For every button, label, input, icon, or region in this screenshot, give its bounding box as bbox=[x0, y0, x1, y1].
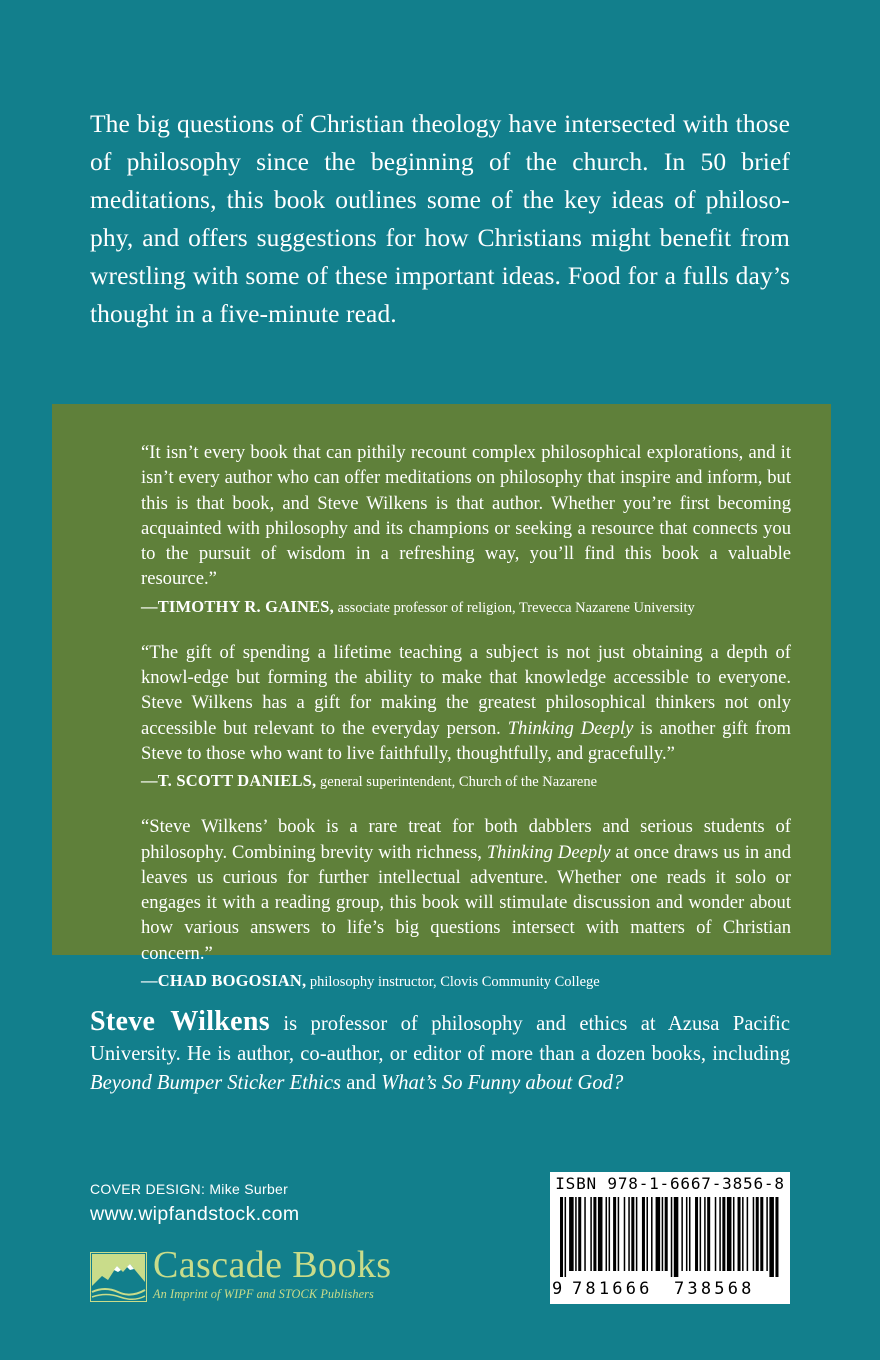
endorser-role: general superintendent, Church of the Nazarene bbox=[320, 774, 598, 791]
publisher-website[interactable]: www.wipfandstock.com bbox=[90, 1203, 300, 1225]
mountain-logo-icon bbox=[90, 1252, 147, 1302]
endorser-role: philosophy instructor, Clovis Community College bbox=[309, 974, 600, 991]
barcode-bar bbox=[695, 1197, 698, 1271]
endorsement-text: is another gift from Steve to those who want to live faithfully, thoughtfully, and gracefully.” bbox=[141, 717, 792, 764]
barcode-bar bbox=[704, 1197, 706, 1271]
endorser-name: —CHAD BOGOSIAN, bbox=[141, 971, 307, 991]
barcode-bar bbox=[646, 1197, 648, 1271]
barcode-bar bbox=[775, 1197, 778, 1277]
book-title-italic: What’s So Funny about God? bbox=[381, 1072, 624, 1094]
endorsement-text: “Steve Wilkens’ book is a rare treat for both dabblers and serious students of philosophy. Combining brevity with richness, bbox=[141, 816, 791, 863]
endorsement-quote bbox=[141, 440, 791, 592]
barcode-bar bbox=[766, 1197, 768, 1271]
barcode-bar bbox=[733, 1197, 735, 1271]
author-bio-text: and bbox=[341, 1072, 382, 1094]
barcode-bar bbox=[560, 1197, 563, 1277]
barcode-bar bbox=[584, 1197, 586, 1271]
barcode-bar bbox=[662, 1197, 664, 1271]
barcode-bar bbox=[569, 1197, 574, 1271]
barcode-digits-left: 781666 bbox=[572, 1279, 653, 1299]
back-cover-blurb bbox=[90, 105, 790, 333]
barcode-bars bbox=[560, 1197, 780, 1277]
endorsement-quote bbox=[141, 640, 791, 766]
barcode-bar bbox=[738, 1197, 741, 1271]
endorser-role: associate professor of religion, Trevecca Nazarene University bbox=[337, 599, 695, 616]
barcode-bar bbox=[565, 1197, 567, 1277]
barcode-bar bbox=[722, 1197, 725, 1271]
publisher-imprint: An Imprint of WIPF and STOCK Publishers bbox=[153, 1287, 374, 1301]
endorsement-attribution bbox=[141, 770, 791, 793]
barcode-bar bbox=[624, 1197, 626, 1271]
barcode-bar bbox=[700, 1197, 702, 1271]
author-name: Steve Wilkens bbox=[90, 1006, 270, 1037]
book-title-italic: Beyond Bumper Sticker Ethics bbox=[90, 1072, 342, 1094]
barcode-bar bbox=[715, 1197, 717, 1271]
barcode-bar bbox=[578, 1197, 581, 1271]
barcode-bar bbox=[618, 1197, 620, 1271]
barcode-bar bbox=[593, 1197, 596, 1271]
publisher-name: Cascade Books bbox=[153, 1244, 392, 1286]
endorsement-text: “The gift of spending a lifetime teaching a subject is not just obtaining a depth of knowl-edge but forming the ability to make that knowledge accessible to everyone. Steve Wilkens has a gift for making the greatest philosophical thinkers not only accessible but relevant to the everyday person. bbox=[141, 641, 791, 739]
endorsement-attribution bbox=[141, 596, 791, 619]
endorsements-box bbox=[52, 404, 831, 991]
barcode-bar bbox=[769, 1197, 774, 1277]
barcode-bar bbox=[707, 1197, 710, 1271]
barcode-bar bbox=[686, 1197, 688, 1271]
endorser-name: —T. SCOTT DANIELS, bbox=[141, 771, 317, 791]
barcode-bar bbox=[656, 1197, 661, 1271]
barcode-bar bbox=[681, 1197, 683, 1271]
publisher-logo bbox=[90, 1244, 430, 1307]
book-title-italic: Thinking Deeply bbox=[507, 717, 634, 739]
book-title-italic: Thinking Deeply bbox=[486, 841, 611, 863]
barcode-bar bbox=[606, 1197, 608, 1271]
isbn-barcode bbox=[550, 1172, 790, 1304]
barcode-digit-prefix: 9 bbox=[552, 1279, 563, 1299]
endorsement-attribution bbox=[141, 970, 791, 993]
barcode-bar bbox=[760, 1197, 763, 1271]
barcode-bar bbox=[613, 1197, 616, 1271]
barcode-bar bbox=[756, 1197, 759, 1271]
endorsement-text: at once draws us in and leaves us curious for further intellectual adventure. Whether one reads it solo or engages it with a reading group, this book will stimulate discussion and wonder about how various answers to life’s big questions intersect with matters of Christian concern.” bbox=[141, 841, 792, 964]
endorsement-quote bbox=[141, 814, 791, 966]
isbn-number: ISBN 978-1-6667-3856-8 bbox=[555, 1174, 785, 1193]
cover-design-credit: COVER DESIGN: Mike Surber bbox=[90, 1181, 289, 1197]
barcode-bar bbox=[636, 1197, 638, 1271]
barcode-bar bbox=[609, 1197, 611, 1271]
barcode-bar bbox=[742, 1197, 744, 1271]
barcode-bar bbox=[727, 1197, 732, 1271]
credits bbox=[90, 1180, 300, 1227]
barcode-bar bbox=[671, 1197, 673, 1277]
barcode-bar bbox=[651, 1197, 653, 1271]
barcode-bar bbox=[719, 1197, 721, 1271]
blurb-text: The big questions of Christian theology have intersected with those of philosophy since the beginning of the church. In 50 brief meditations, this book outlines some of the key ideas of philoso-phy, and offers suggestions for how Christians might benefit from wrestling with some of these important ideas. Food for a fulls day’s thought in a five-minute read. bbox=[90, 109, 790, 328]
barcode-bar bbox=[747, 1197, 749, 1271]
barcode-bar bbox=[689, 1197, 691, 1271]
author-bio-text: is professor of philosophy and ethics at Azusa Pacific University. He is author, co-author, or editor of more than a dozen books, including bbox=[90, 1013, 791, 1065]
barcode-bar bbox=[575, 1197, 577, 1271]
barcode-bar bbox=[628, 1197, 630, 1271]
barcode-bar bbox=[631, 1197, 634, 1271]
barcode-digits-right: 738568 bbox=[674, 1279, 755, 1299]
barcode-bar bbox=[590, 1197, 592, 1271]
barcode-bar bbox=[665, 1197, 668, 1271]
barcode-bar bbox=[674, 1197, 679, 1277]
barcode-bar bbox=[598, 1197, 603, 1271]
endorser-name: —TIMOTHY R. GAINES, bbox=[141, 596, 334, 616]
barcode-bar bbox=[642, 1197, 645, 1271]
endorsement-text: “It isn’t every book that can pithily recount complex philosophical explorations, and it isn’t every author who can offer meditations on philosophy that inspire and inform, but this is that book, and Steve Wilkens is that author. Whether you’re first becoming acquainted with philosophy and its champions or seeking a resource that connects you to the pursuit of wisdom in a refreshing way, you’ll find this book a valuable resource.” bbox=[141, 442, 791, 590]
barcode-bar bbox=[753, 1197, 755, 1271]
author-bio bbox=[90, 1007, 790, 1099]
